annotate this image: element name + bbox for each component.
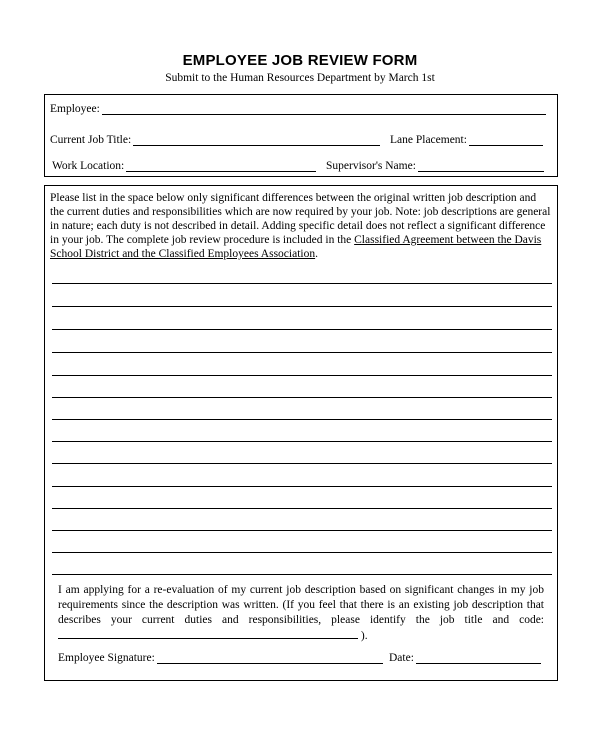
date-field [389, 652, 541, 664]
job-title-label: Current Job Title: [50, 134, 132, 146]
employee-field [50, 103, 546, 115]
work-location-label: Work Location: [52, 160, 125, 172]
writing-line[interactable] [52, 463, 552, 464]
date-label: Date: [389, 652, 414, 664]
writing-line[interactable] [52, 375, 552, 376]
writing-line[interactable] [52, 552, 552, 553]
writing-line[interactable] [52, 306, 552, 307]
work-location-field [52, 160, 316, 172]
job-code-input[interactable] [58, 628, 358, 639]
signature-field [58, 652, 383, 664]
supervisor-input[interactable] [418, 161, 544, 172]
writing-line[interactable] [52, 508, 552, 509]
instructions-period: . [315, 248, 318, 260]
work-location-input[interactable] [126, 161, 316, 172]
form-title: EMPLOYEE JOB REVIEW FORM [182, 52, 418, 69]
date-input[interactable] [416, 653, 541, 664]
signature-label: Employee Signature: [58, 652, 155, 664]
reevaluation-text: I am applying for a re-evaluation of my current job description based on significant changes in my job requirements since the description was written. (If you feel that there is an existing job description that describes your current duties and responsibilities, please identify the job title and code: [58, 584, 544, 626]
reevaluation-paragraph [58, 583, 544, 644]
writing-line[interactable] [52, 283, 552, 284]
writing-line[interactable] [52, 441, 552, 442]
writing-line[interactable] [52, 530, 552, 531]
lane-placement-input[interactable] [469, 135, 543, 146]
supervisor-field [326, 160, 544, 172]
employee-input[interactable] [102, 104, 546, 115]
reevaluation-end: ). [360, 630, 368, 642]
supervisor-label: Supervisor's Name: [326, 160, 416, 172]
lane-placement-field [390, 134, 543, 146]
writing-line[interactable] [52, 486, 552, 487]
job-title-input[interactable] [133, 135, 380, 146]
writing-line[interactable] [52, 352, 552, 353]
classified-agreement-reference: Classified Agreement between the Davis School District and the Classified Employees Association [50, 234, 542, 260]
signature-input[interactable] [157, 653, 383, 664]
writing-line[interactable] [52, 329, 552, 330]
writing-line[interactable] [52, 397, 552, 398]
instructions-text: Please list in the space below only significant differences between the original written job description and the current duties and responsibilities which are now required by your job. Note: job descriptions are general in nature; each duty is not described in detail. Adding specific detail does not reflect a significant difference in your job. The complete job review procedure is included in the [50, 192, 551, 246]
writing-line[interactable] [52, 419, 552, 420]
job-title-field [50, 134, 380, 146]
lane-placement-label: Lane Placement: [390, 134, 467, 146]
instructions-paragraph [50, 191, 552, 261]
form-subtitle: Submit to the Human Resources Department by March 1st [165, 72, 435, 84]
writing-line[interactable] [52, 574, 552, 575]
employee-label: Employee: [50, 103, 100, 115]
